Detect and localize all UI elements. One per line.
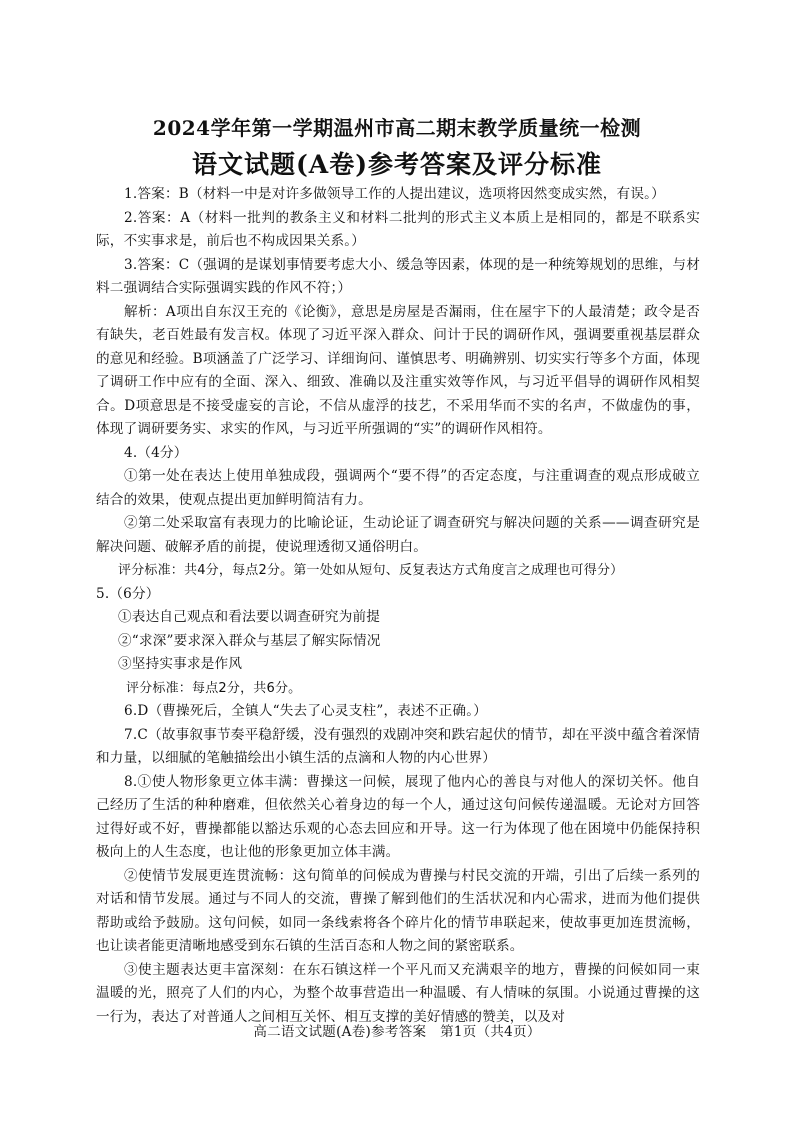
answer-1: 1.答案：B（材料一中是对许多做领导工作的人提出建议，选项将因然变成实然，有误。） (124, 186, 665, 202)
document-title: 语文试题(A卷)参考答案及评分标准 (191, 150, 603, 179)
answer-8-point-1: 8.①使人物形象更立体丰满：曹操这一问候，展现了他内心的善良与对他人的深切关怀。他自己经历了生活的种种磨难，但依然关心着身边的每一个人，通过这句问候传递温暖。无论对方回答过得好或不好，曹操都能以豁达乐观的心态去回应和开导。这一行为体现了他在困境中仍能保持积极向上的人生态度，也让他的形象更加立体丰满。 (96, 773, 700, 860)
answer-body (96, 183, 700, 1029)
exam-title: 2024学年第一学期温州市高二期末教学质量统一检测 (152, 116, 642, 140)
answer-7: 7.C（故事叙事节奏平稳舒缓，没有强烈的戏剧冲突和跌宕起伏的情节，却在平淡中蕴含着深情和力量，以细腻的笔触描绘出小镇生活的点滴和人物的内心世界） (96, 726, 700, 766)
answer-4-point-2: ②第二处采取富有表现力的比喻论证，生动论证了调查研究与解决问题的关系——调查研究是解决问题、破解矛盾的前提，使说理透彻又通俗明白。 (96, 515, 700, 555)
answer-5-point-2: ②“求深”要求深入群众与基层了解实际情况 (118, 632, 381, 649)
page-footer: 高二语文试题(A卷)参考答案 第1页（共4页） (253, 1024, 541, 1040)
answer-3-analysis: 解析：A项出自东汉王充的《论衡》，意思是房屋是否漏雨，住在屋宇下的人最清楚；政令是否有缺失，老百姓最有发言权。体现了习近平深入群众、问计于民的调研作风，强调要重视基层群众的意见和经验。B项涵盖了广泛学习、详细询问、谨慎思考、明确辨别、切实实行等多个方面，体现了调研工作中应有的全面、深入、细致、准确以及注重实效等作风，与习近平倡导的调研作风相契合。D项意思是不接受虚妄的言论，不信从虚浮的技艺，不采用华而不实的名声，不做虚伪的事，体现了调研要务实、求实的作风，与习近平所强调的“实”的调研作风相符。 (96, 303, 700, 437)
answer-6: 6.D（曹操死后，全镇人“失去了心灵支柱”，表述不正确。） (124, 703, 488, 719)
answer-3: 3.答案：C（强调的是谋划事情要考虑大小、缓急等因素，体现的是一种统筹规划的思维，与材料二强调结合实际强调实践的作风不符；） (96, 256, 700, 296)
answer-4-scoring: 评分标准：共4分，每点2分。第一处如从短句、反复表达方式角度言之成理也可得分） (118, 563, 624, 578)
answer-8-point-2: ②使情节发展更连贯流畅：这句简单的问候成为曹操与村民交流的开端，引出了后续一系列的对话和情节发展。通过与不同人的交流，曹操了解到他们的生活状况和内心需求，进而为他们提供帮助或给予鼓励。这句问候，如同一条线索将各个碎片化的情节串联起来，使故事更加连贯流畅，也让读者能更清晰地感受到东石镇的生活百态和人物之间的紧密联系。 (96, 867, 700, 954)
answer-2: 2.答案：A（材料一批判的教条主义和材料二批判的形式主义本质上是相同的，都是不联系实际，不实事求是，前后也不构成因果关系。） (96, 209, 700, 249)
question-4-heading: 4.（4分） (124, 444, 188, 461)
answer-5-point-1: ①表达自己观点和看法要以调查研究为前提 (118, 609, 381, 625)
answer-5-point-3: ③坚持实事求是作风 (118, 656, 243, 672)
answer-5-scoring: 评分标准：每点2分，共6分。 (126, 680, 302, 696)
answer-8-point-3: ③使主题表达更丰富深刻：在东石镇这样一个平凡而又充满艰辛的地方，曹操的问候如同一束温暖的光，照亮了人们的内心，为整个故事营造出一种温暖、有人情味的氛围。小说通过曹操的这一行为，表达了对普通人之间相互关怀、相互支撑的美好情感的赞美，以及对 (96, 961, 700, 1025)
answer-4-point-1: ①第一处在表达上使用单独成段，强调两个“要不得”的否定态度，与注重调查的观点形成破立结合的效果，使观点提出更加鲜明简洁有力。 (96, 468, 700, 508)
question-5-heading: 5.（6分） (96, 585, 160, 602)
